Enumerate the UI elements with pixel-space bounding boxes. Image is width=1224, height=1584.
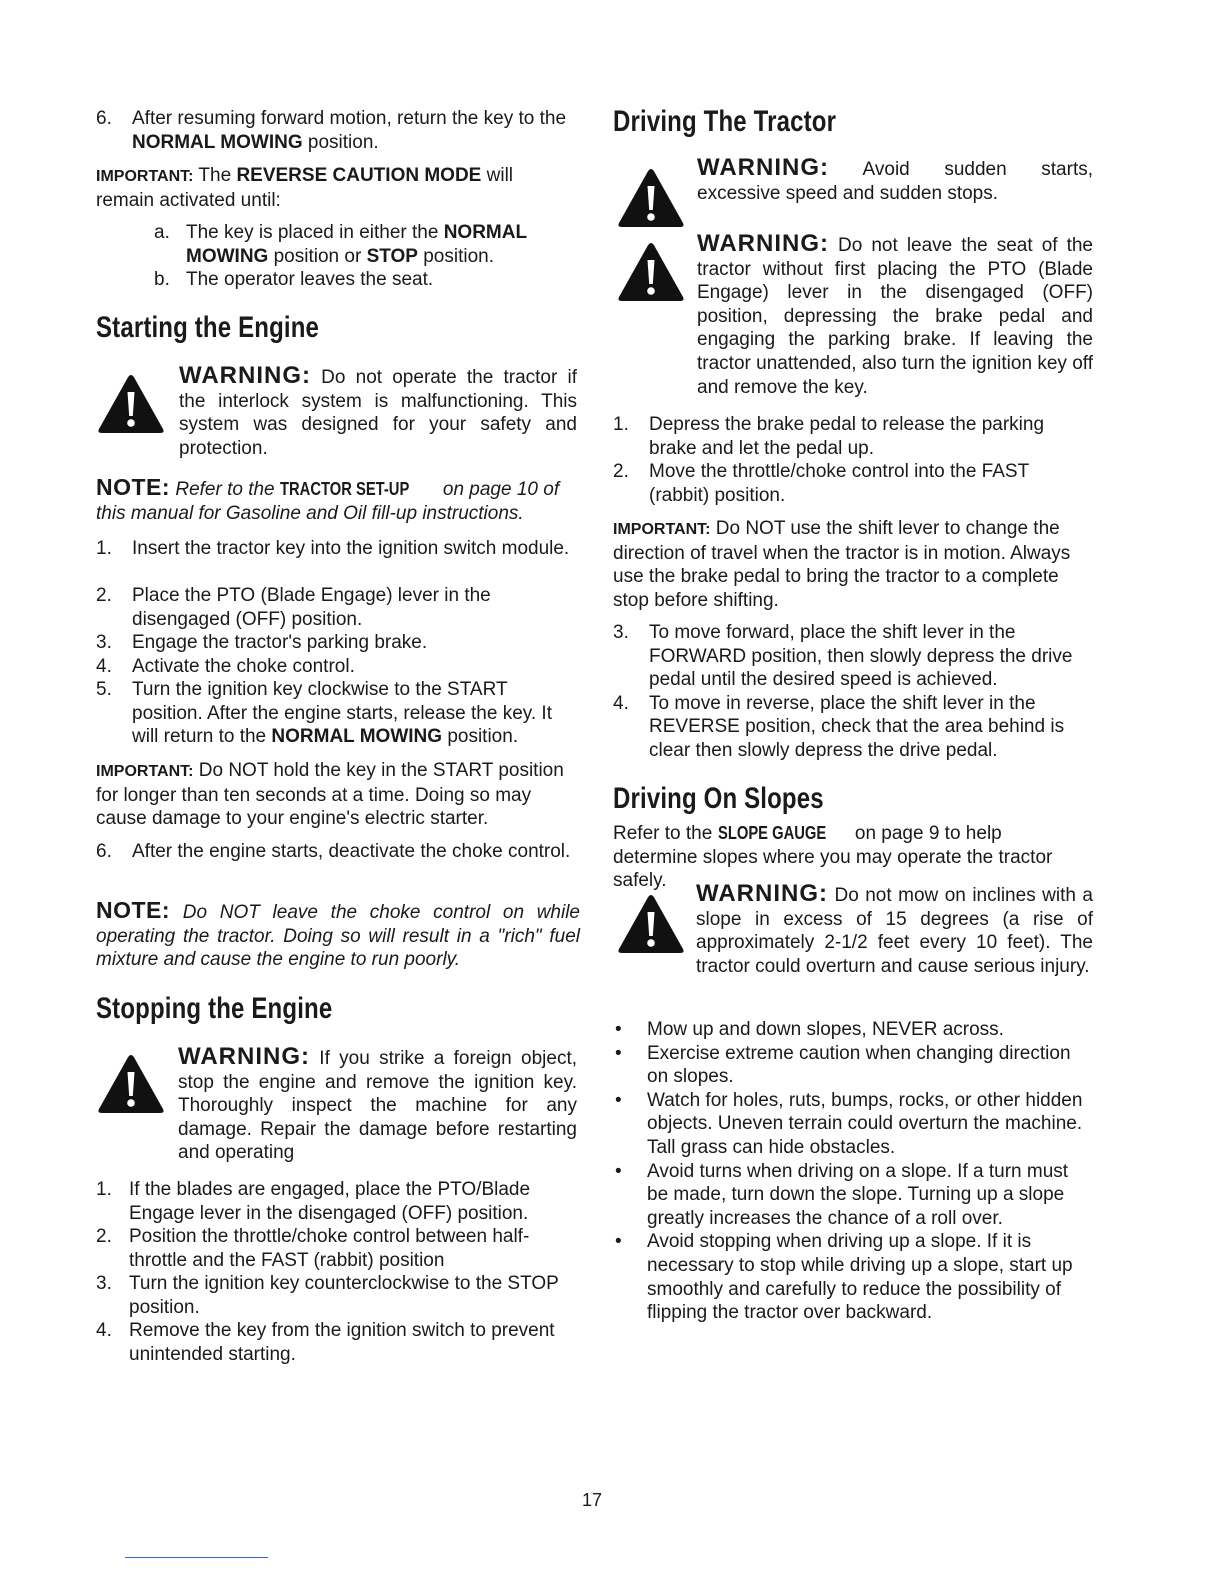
list-item bbox=[613, 413, 1083, 460]
step-number: 4. bbox=[96, 655, 112, 677]
list-item bbox=[613, 460, 1083, 507]
bold-term: REVERSE CAUTION MODE bbox=[236, 165, 482, 186]
step-number: 4. bbox=[613, 692, 629, 714]
important-text: Do NOT use the shift lever to change the direction of travel when the tractor is in motion. Always use the brake pedal to bring the tractor to a complete stop before shifting. bbox=[613, 518, 1071, 611]
step-text: Remove the key from the ignition switch to prevent unintended starting. bbox=[129, 1320, 555, 1365]
step-number: 4. bbox=[96, 1320, 112, 1341]
bold-term: SLOPE GAUGE bbox=[717, 823, 826, 843]
important-label: IMPORTANT: bbox=[96, 168, 194, 185]
step-number: 6. bbox=[96, 108, 112, 129]
warning-icon-wrap bbox=[616, 240, 686, 304]
step-number: 5. bbox=[96, 679, 112, 701]
bold-term: STOP bbox=[366, 245, 418, 267]
item-text: The operator leaves the seat. bbox=[186, 269, 434, 290]
warning-title: WARNING: bbox=[697, 154, 829, 181]
step-text-tail: position. bbox=[307, 131, 379, 153]
step-text: Insert the tractor key into the ignition switch module. bbox=[132, 538, 570, 559]
step-text: If the blades are engaged, place the PTO/Blade Engage lever in the disengaged (OFF) position. bbox=[129, 1179, 531, 1224]
list-item bbox=[96, 631, 582, 655]
important-label: IMPORTANT: bbox=[96, 763, 194, 780]
list-item bbox=[96, 1272, 576, 1319]
list-item bbox=[96, 584, 582, 631]
intro-text: Refer to the bbox=[613, 823, 713, 844]
step-number: 3. bbox=[96, 1273, 112, 1294]
list-item bbox=[96, 1178, 576, 1225]
warning-foreign-object bbox=[178, 1045, 577, 1165]
slopes-bullets bbox=[613, 1018, 1093, 1325]
step-text: Turn the ignition key clockwise to the START position. After the engine starts, release the key. It will return to the bbox=[132, 679, 552, 748]
step-text: Depress the brake pedal to release the parking brake and let the pedal up. bbox=[649, 414, 1045, 459]
heading-starting-engine: Starting the Engine bbox=[96, 311, 320, 344]
list-item bbox=[96, 537, 582, 584]
step-number: 2. bbox=[613, 461, 629, 482]
warning-icon bbox=[616, 166, 686, 230]
driving-steps-list-b bbox=[613, 621, 1093, 763]
bullet-text: Exercise extreme caution when changing direction on slopes. bbox=[647, 1042, 1071, 1088]
list-item bbox=[96, 1319, 576, 1366]
bold-term: NORMAL MOWING bbox=[132, 131, 303, 153]
bullet-text: Watch for holes, ruts, bumps, rocks, or other hidden objects. Uneven terrain could overturn the machine. Tall grass can hide obstacles. bbox=[647, 1089, 1083, 1158]
item-label: b. bbox=[154, 269, 170, 290]
step-text: After resuming forward motion, return the key to the bbox=[132, 108, 567, 129]
bullet: • bbox=[615, 1042, 622, 1064]
bold-term: TRACTOR SET-UP bbox=[279, 479, 410, 499]
warning-text: Do not mow on inclines with a slope in excess of 15 degrees (a rise of approximately 2-1/2 feet every 10 feet). The tractor could overturn and cause serious injury. bbox=[696, 885, 1094, 977]
step-text: Move the throttle/choke control into the FAST (rabbit) position. bbox=[649, 461, 1029, 506]
note-setup bbox=[96, 476, 586, 525]
warning-text: Do not leave the seat of the tractor without first placing the PTO (Blade Engage) lever in the disengaged (OFF) position, depressing the brake pedal and engaging the parking brake. If leaving the tractor unattended, also turn the ignition key off and remove the key. bbox=[697, 235, 1093, 398]
warning-icon bbox=[616, 892, 686, 956]
warning-interlock bbox=[179, 364, 577, 460]
step-number: 2. bbox=[96, 1226, 112, 1247]
important-start-duration bbox=[96, 759, 582, 831]
warning-icon bbox=[96, 1052, 166, 1116]
list-item bbox=[613, 1089, 1093, 1160]
bold-term: MOWING bbox=[186, 245, 269, 267]
list-item bbox=[96, 678, 582, 749]
heading-driving-tractor: Driving The Tractor bbox=[613, 105, 837, 138]
intro-text: on page 9 to help determine slopes where you may operate the tractor safely. bbox=[613, 823, 1053, 892]
step-number: 6. bbox=[96, 841, 112, 862]
step-text: To move forward, place the shift lever in the FORWARD position, then slowly depress the drive pedal until the desired speed is achieved. bbox=[649, 622, 1073, 691]
bullet: • bbox=[615, 1160, 622, 1182]
list-item bbox=[96, 655, 582, 679]
list-item-b bbox=[154, 268, 554, 292]
important-text: remain activated until: bbox=[96, 189, 281, 211]
item-text: position or bbox=[273, 245, 362, 267]
important-text: The bbox=[198, 165, 232, 186]
step-text: Turn the ignition key counterclockwise to the STOP position. bbox=[129, 1273, 559, 1318]
bullet: • bbox=[615, 1089, 622, 1111]
important-label: IMPORTANT: bbox=[613, 521, 711, 538]
warning-title: WARNING: bbox=[179, 362, 311, 389]
start-step-6 bbox=[96, 840, 576, 864]
step-text: position. bbox=[447, 726, 519, 748]
warning-icon bbox=[96, 372, 166, 436]
bullet: • bbox=[615, 1019, 622, 1040]
warning-icon bbox=[616, 240, 686, 304]
heading-driving-slopes: Driving On Slopes bbox=[613, 782, 824, 815]
bold-term: NORMAL bbox=[443, 222, 528, 243]
stopping-steps-list bbox=[96, 1178, 576, 1366]
step-number: 3. bbox=[96, 632, 112, 653]
footer-rule bbox=[125, 1557, 268, 1558]
list-item bbox=[613, 692, 1093, 763]
important-reverse-caution bbox=[96, 164, 566, 212]
note-title: NOTE: bbox=[96, 897, 171, 923]
item-text: The key is placed in either the bbox=[186, 222, 439, 243]
note-choke bbox=[96, 899, 580, 972]
warning-text: Avoid sudden starts, excessive speed and sudden stops. bbox=[697, 159, 1093, 204]
step-number: 2. bbox=[96, 585, 112, 606]
step-number: 3. bbox=[613, 622, 629, 643]
bold-term: NORMAL MOWING bbox=[271, 726, 443, 748]
warning-title: WARNING: bbox=[696, 880, 828, 907]
important-text: Do NOT hold the key in the START position for longer than ten seconds at a time. Doing so may cause damage to your engine's electric starter. bbox=[96, 760, 564, 830]
list-item bbox=[613, 621, 1093, 692]
step-text: After the engine starts, deactivate the choke control. bbox=[132, 841, 571, 862]
step-number: 1. bbox=[96, 1179, 112, 1200]
list-item bbox=[613, 1230, 1093, 1324]
warning-sudden-starts bbox=[697, 156, 1093, 205]
step-text: To move in reverse, place the shift lever in the REVERSE position, check that the area behind is clear then slowly depress the drive pedal. bbox=[649, 692, 1065, 761]
note-text: on page 10 of this manual for Gasoline and Oil fill-up instructions. bbox=[96, 479, 560, 524]
step-number: 1. bbox=[96, 538, 112, 559]
bullet-text: Mow up and down slopes, NEVER across. bbox=[647, 1019, 1004, 1040]
warning-text: Do not operate the tractor if the interlock system is malfunctioning. This system was designed for your safety and protection. bbox=[179, 367, 577, 459]
step-text: Activate the choke control. bbox=[132, 655, 355, 677]
list-item bbox=[613, 1018, 1093, 1042]
page-number: 17 bbox=[582, 1490, 603, 1510]
step-number: 1. bbox=[613, 414, 629, 435]
step-text: Place the PTO (Blade Engage) lever in the disengaged (OFF) position. bbox=[132, 585, 491, 630]
list-item bbox=[613, 1160, 1093, 1231]
bullet: • bbox=[615, 1231, 622, 1253]
step-6-reverse bbox=[96, 107, 586, 154]
warning-slope bbox=[696, 882, 1093, 978]
bullet-text: Avoid stopping when driving up a slope. If it is necessary to stop while driving up a slope, start up smoothly and carefully to reduce the possibility of flipping the tractor over backward. bbox=[647, 1231, 1073, 1324]
note-text: Do NOT leave the choke control on while operating the tractor. Doing so will result in a "rich" fuel mixture and cause the engine to run poorly. bbox=[96, 902, 581, 971]
item-text: position. bbox=[423, 245, 495, 267]
important-text: will bbox=[486, 165, 514, 186]
step-text: Position the throttle/choke control between half-throttle and the FAST (rabbit) position bbox=[129, 1226, 530, 1271]
note-text: Refer to the bbox=[175, 479, 275, 500]
warning-title: WARNING: bbox=[697, 230, 829, 257]
list-item-a bbox=[154, 221, 554, 268]
starting-steps-list bbox=[96, 537, 582, 749]
driving-steps-list-a bbox=[613, 413, 1083, 507]
heading-stopping-engine: Stopping the Engine bbox=[96, 992, 333, 1025]
step-text: Engage the tractor's parking brake. bbox=[132, 632, 428, 653]
note-title: NOTE: bbox=[96, 474, 171, 500]
warning-title: WARNING: bbox=[178, 1043, 310, 1070]
item-label: a. bbox=[154, 222, 170, 243]
bullet-text: Avoid turns when driving on a slope. If a turn must be made, turn down the slope. Turning up a slope greatly increases the chance of a roll over. bbox=[647, 1160, 1069, 1229]
list-item bbox=[613, 1042, 1093, 1089]
warning-leave-seat bbox=[697, 232, 1093, 399]
important-shift-lever bbox=[613, 517, 1093, 612]
warning-text: If you strike a foreign object, stop the engine and remove the ignition key. Thoroughly inspect the machine for any damage. Repair the damage before restarting and operating bbox=[178, 1048, 578, 1164]
list-item bbox=[96, 1225, 576, 1272]
